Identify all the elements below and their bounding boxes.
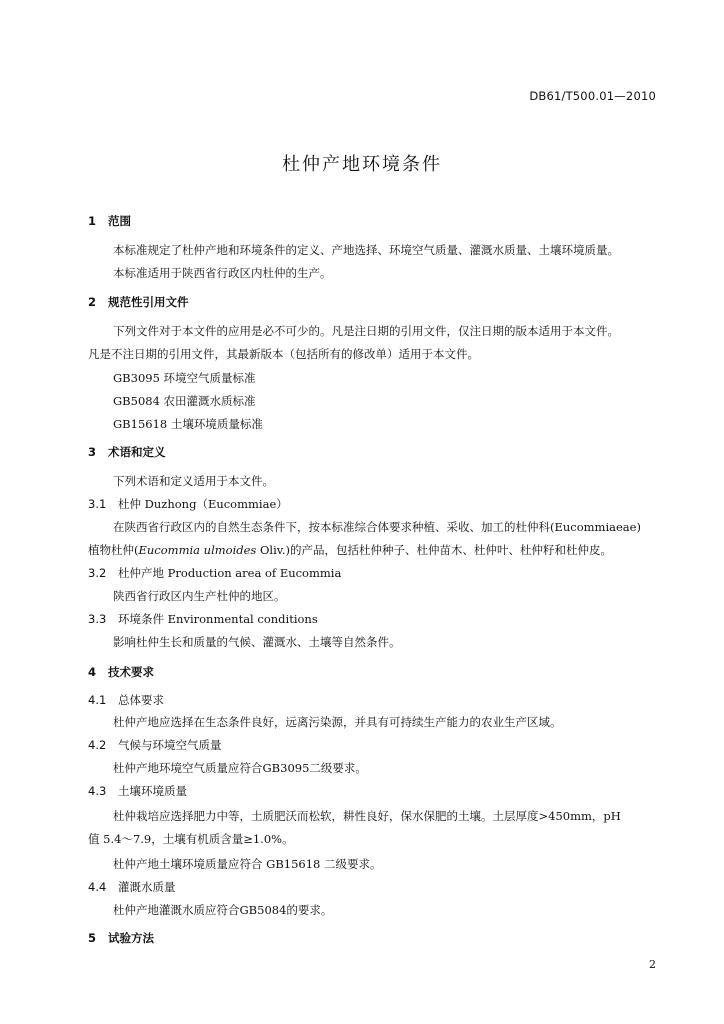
term-name: 环境条件 Environmental conditions xyxy=(118,612,318,626)
section-1-heading xyxy=(88,210,656,232)
page-number: 2 xyxy=(649,958,656,971)
definition-text: 植物杜仲( xyxy=(88,543,139,557)
terms-intro: 下列术语和定义适用于本文件。 xyxy=(113,474,274,488)
references-paragraph-line-2: 凡是不注日期的引用文件，其最新版本（包括所有的修改单）适用于本文件。 xyxy=(88,347,479,361)
section-number: 5 xyxy=(88,931,97,945)
section-number: 2 xyxy=(88,295,97,309)
clause-4-1-text: 杜仲产地应选择在生态条件良好，远离污染源，并具有可持续生产能力的农业生产区域。 xyxy=(113,715,562,729)
section-title: 技术要求 xyxy=(108,665,154,679)
scope-paragraph-1: 本标准规定了杜仲产地和环境条件的定义、产地选择、环境空气质量、灌溉水质量、土壤环境质量。 xyxy=(113,243,619,257)
section-5-heading xyxy=(88,927,656,949)
term-3-2-definition: 陕西省行政区内生产杜仲的地区。 xyxy=(113,589,286,603)
term-3-1-heading xyxy=(88,493,656,515)
term-3-2-heading xyxy=(88,562,656,584)
clause-4-3-text-line-3: 杜仲产地土壤环境质量应符合 GB15618 二级要求。 xyxy=(113,857,382,871)
section-4-heading xyxy=(88,661,656,683)
clause-4-2-text: 杜仲产地环境空气质量应符合GB3095二级要求。 xyxy=(113,761,367,775)
reference-item: GB5084 农田灌溉水质标准 xyxy=(113,394,256,408)
term-3-1-definition-line-2 xyxy=(88,539,656,561)
scope-paragraph-2: 本标准适用于陕西省行政区内杜仲的生产。 xyxy=(113,266,332,280)
section-title: 试验方法 xyxy=(108,931,154,945)
section-title: 规范性引用文件 xyxy=(108,295,189,309)
clause-4-3-text-line-2: 值 5.4～7.9，土壤有机质含量≥1.0%。 xyxy=(88,832,294,846)
clause-4-4-text: 杜仲产地灌溉水质应符合GB5084的要求。 xyxy=(113,903,333,917)
clause-title: 总体要求 xyxy=(118,693,164,707)
term-3-3-definition: 影响杜仲生长和质量的气候、灌溉水、土壤等自然条件。 xyxy=(113,635,401,649)
reference-item: GB15618 土壤环境质量标准 xyxy=(113,417,263,431)
standard-code: DB61/T500.01—2010 xyxy=(529,89,656,103)
document-title: 杜仲产地环境条件 xyxy=(282,154,442,175)
clause-number: 4.2 xyxy=(88,738,107,752)
section-title: 范围 xyxy=(108,214,131,228)
term-name: 杜仲 Duzhong（Eucommiae） xyxy=(118,497,288,511)
clause-title: 灌溉水质量 xyxy=(118,880,176,894)
clause-number: 4.4 xyxy=(88,880,107,894)
clause-number: 4.3 xyxy=(88,784,107,798)
term-3-1-definition-line-1: 在陕西省行政区内的自然生态条件下，按本标准综合体要求种植、采收、加工的杜仲科(Eucommiaeae) xyxy=(113,520,641,534)
clause-4-1-heading xyxy=(88,689,656,711)
clause-title: 土壤环境质量 xyxy=(118,784,187,798)
clause-number: 3.2 xyxy=(88,566,107,580)
reference-item: GB3095 环境空气质量标准 xyxy=(113,371,256,385)
definition-text: Oliv.)的产品，包括杜仲种子、杜仲苗木、杜仲叶、杜仲籽和杜仲皮。 xyxy=(256,543,613,557)
clause-number: 3.3 xyxy=(88,612,107,626)
clause-4-2-heading xyxy=(88,734,656,756)
latin-name: Eucommia ulmoides xyxy=(138,543,257,557)
clause-4-4-heading xyxy=(88,876,656,898)
section-number: 1 xyxy=(88,214,97,228)
section-number: 3 xyxy=(88,445,97,459)
section-3-heading xyxy=(88,441,656,463)
section-number: 4 xyxy=(88,665,97,679)
clause-title: 气候与环境空气质量 xyxy=(118,738,222,752)
section-title: 术语和定义 xyxy=(108,445,166,459)
term-3-3-heading xyxy=(88,608,656,630)
clause-number: 4.1 xyxy=(88,693,107,707)
clause-4-3-text-line-1: 杜仲栽培应选择肥力中等，土质肥沃而松软，耕性良好，保水保肥的土壤。土层厚度>450mm，pH xyxy=(113,809,621,823)
clause-4-3-heading xyxy=(88,780,656,802)
section-2-heading xyxy=(88,291,656,313)
clause-number: 3.1 xyxy=(88,497,107,511)
references-paragraph-line-1: 下列文件对于本文件的应用是必不可少的。凡是注日期的引用文件，仅注日期的版本适用于本文件。 xyxy=(113,324,619,338)
term-name: 杜仲产地 Production area of Eucommia xyxy=(118,566,342,580)
